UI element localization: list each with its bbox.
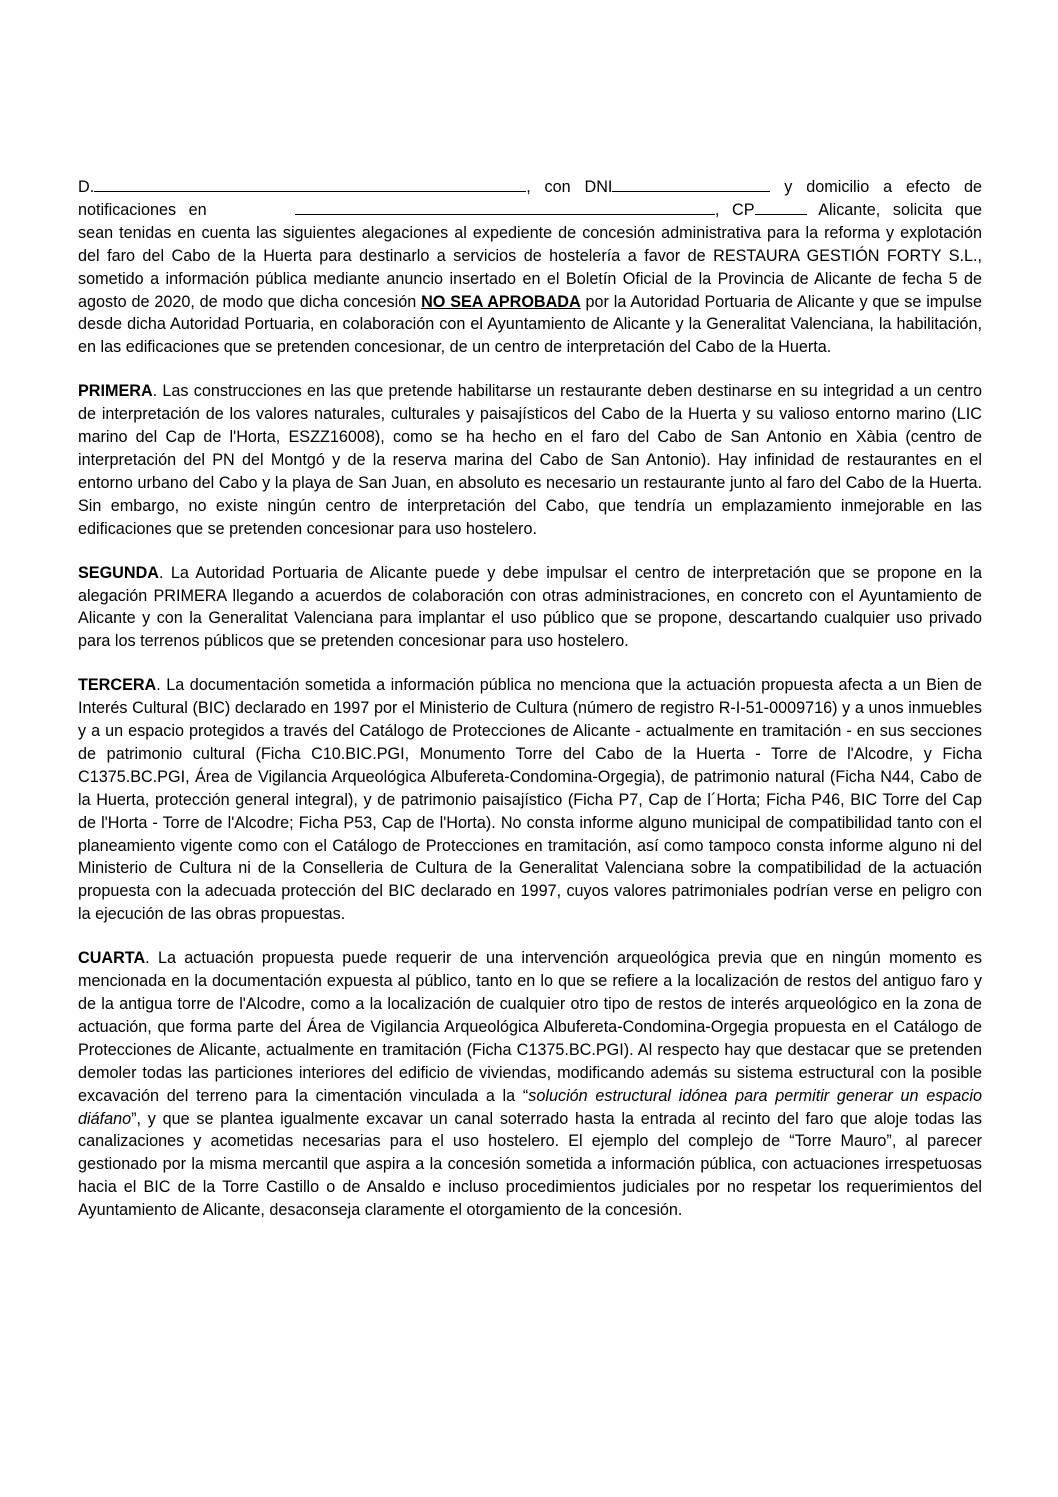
cuarta-heading: CUARTA (78, 949, 146, 968)
notificaciones-label: notificaciones en (78, 200, 207, 219)
address-blank (295, 200, 715, 215)
cp-label: , CP (714, 200, 755, 219)
tercera-heading: TERCERA (78, 676, 157, 695)
document-page (78, 176, 982, 1243)
intro-text: sean tenidas en cuenta las siguientes alegaciones al expediente de concesión administrativa para la reforma y explotación del faro del Cabo de la Huerta para destinarlo a servicios de hostelería a favor de RESTAURA GESTIÓN FORTY S.L., sometido a información pública mediante anuncio insertado en el Boletín Oficial de la Provincia de Alicante de fecha 5 de agosto de 2020, de modo que dicha concesión (78, 223, 982, 311)
dni-blank (612, 177, 770, 192)
cuarta-text: . La actuación propuesta puede requerir de una intervención arqueológica previa que en ningún momento es mencionada en la documentación expuesta al público, tanto en lo que se refiere a la localización de restos del antiguo faro y de la antigua torre de l'Alcodre, como a la localización de cualquier otro tipo de restos de interés arqueológico en la zona de actuación, que forma parte del Área de Vigilancia Arqueológica Albufereta-Condomina-Orgegia propuesta en el Catálogo de Protecciones de Alicante, actualmente en tramitación (Ficha C1375.BC.PGI). Al respecto hay que destacar que se pretenden demoler todas las particiones interiores del edificio de viviendas, modificando además su sistema estructural con la posible excavación del terreno para la cimentación vinculada a la “ (78, 949, 982, 1105)
domicilio-label: y domicilio a efecto de (770, 178, 982, 196)
name-blank (94, 177, 526, 192)
intro-text-continued: por la Autoridad Portuaria de Alicante y que se impulse desde dicha Autoridad Portuaria, en colaboración con el Ayuntamiento de Alicante y la Generalitat Valenciana, la habilitación, en las edificaciones que se pretenden concesionar, de un centro de interpretación del Cabo de la Huerta. (78, 292, 982, 357)
primera-heading: PRIMERA (78, 382, 153, 401)
d-label: D. (78, 178, 95, 196)
tercera-text: . La documentación sometida a información pública no menciona que la actuación propuesta afecta a un Bien de Interés Cultural (BIC) declarado en 1997 por el Ministerio de Cultura (número de registro R-I-51-0009716) y a unos inmuebles y a un espacio protegidos a través del Catálogo de Protecciones de Alicante - actualmente en tramitación - en sus secciones de patrimonio cultural (Ficha C10.BIC.PGI, Monumento Torre del Cabo de la Huerta - Torre de l'Alcodre, y Ficha C1375.BC.PGI, Área de Vigilancia Arqueológica Albufereta-Condomina-Orgegia), de patrimonio natural (Ficha N44, Cabo de la Huerta, protección general integral), y de patrimonio paisajístico (Ficha P7, Cap de l´Horta; Ficha P46, BIC Torre del Cap de l'Horta - Torre de l'Alcodre; Ficha P53, Cap de l'Horta). No consta informe alguno municipal de compatibilidad tanto con el planeamiento vigente como con el Catálogo de Protecciones en tramitación, así como tampoco consta informe alguno ni del Ministerio de Cultura ni de la Conselleria de Cultura de la Generalitat Valenciana sobre la compatibilidad de la actuación propuesta con la adecuada protección del BIC declarado en 1997, cuyos valores patrimoniales podrían verse en peligro con la ejecución de las obras propuestas. (78, 676, 982, 924)
cp-blank (755, 200, 807, 215)
primera-paragraph (78, 380, 982, 540)
cuarta-quote: solución estructural idónea para permitir generar un espacio diáfano (78, 1086, 982, 1128)
alicante-label: Alicante, solicita que (806, 200, 983, 219)
segunda-text: . La Autoridad Portuaria de Alicante puede y debe impulsar el centro de interpretación que se propone en la alegación PRIMERA llegando a acuerdos de colaboración con otras administraciones, en concreto con el Ayuntamiento de Alicante y con la Generalitat Valenciana para implantar el uso público que se propone, descartando cualquier uso privado para los terrenos públicos que se pretenden concesionar para uso hostelero. (78, 563, 982, 651)
dni-label: , con DNI (526, 178, 613, 196)
no-sea-aprobada-emphasis: NO SEA APROBADA (421, 292, 581, 311)
tercera-paragraph (78, 674, 982, 926)
cuarta-paragraph (78, 947, 982, 1222)
primera-text: . Las construcciones en las que pretende habilitarse un restaurante deben destinarse en su integridad a un centro de interpretación de los valores naturales, culturales y paisajísticos del Cabo de la Huerta y su valioso entorno marino (LIC marino del Cap de l'Horta, ESZZ16008), como se ha hecho en el faro del Cabo de San Antonio en Xàbia (centro de interpretación del PN del Montgó y de la reserva marina del Cabo de San Antonio). Hay infinidad de restaurantes en el entorno urbano del Cabo y la playa de San Juan, en absoluto es necesario un restaurante junto al faro del Cabo de la Huerta. Sin embargo, no existe ningún centro de interpretación del Cabo, que tendría un emplazamiento inmejorable en las edificaciones que se pretenden concesionar para uso hostelero. (78, 382, 982, 538)
intro-line-2 (78, 199, 982, 222)
segunda-paragraph (78, 562, 982, 654)
intro-line-1 (78, 176, 982, 199)
cuarta-text-continued: ”, y que se plantea igualmente excavar un canal soterrado hasta la entrada al recinto del faro que aloje todas las canalizaciones y acometidas necesarias para el uso hostelero. El ejemplo del complejo de “Torre Mauro”, al parecer gestionado por la misma mercantil que aspira a la concesión sometida a información pública, con actuaciones irrespetuosas hacia el BIC de la Torre Castillo o de Ansaldo e incluso procedimientos judiciales por no respetar los requerimientos del Ayuntamiento de Alicante, desaconseja claramente el otorgamiento de la concesión. (78, 1109, 982, 1220)
intro-paragraph (78, 176, 982, 359)
segunda-heading: SEGUNDA (78, 563, 159, 582)
